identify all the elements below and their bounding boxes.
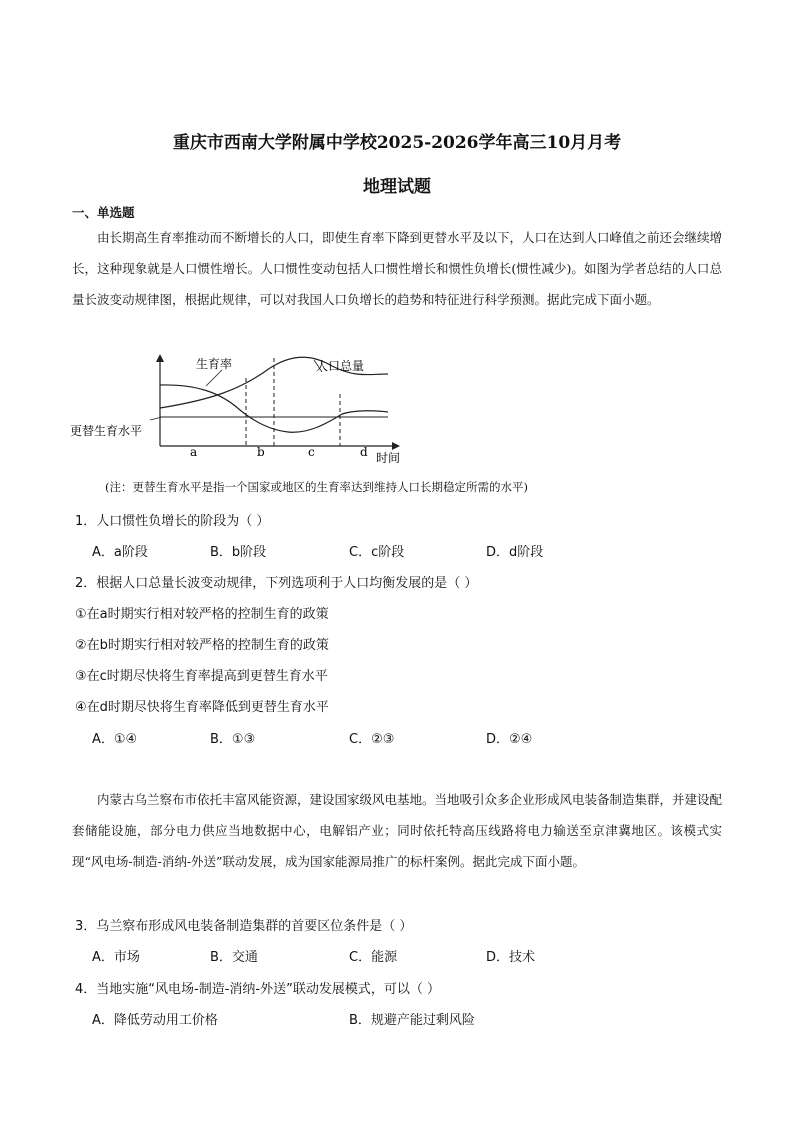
q2-option-b[interactable]: B．①③: [210, 732, 256, 747]
q2-item-1: ①在a时期实行相对较严格的控制生育的政策: [75, 607, 329, 622]
x-axis-arrow-icon: [392, 442, 400, 450]
question-2-stem: 2．根据人口总量长波变动规律，下列选项利于人口均衡发展的是（ ）: [75, 576, 478, 591]
stage-label-d: d: [360, 445, 368, 459]
q4-option-b[interactable]: B．规避产能过剩风险: [349, 1013, 475, 1028]
question-1-stem: 1．人口惯性负增长的阶段为（ ）: [75, 514, 270, 529]
q1-option-a[interactable]: A．a阶段: [92, 545, 148, 560]
q3-option-b[interactable]: B．交通: [210, 950, 258, 965]
q2-option-c[interactable]: C．②③: [349, 732, 395, 747]
passage-1: 由长期高生育率推动而不断增长的人口，即使生育率下降到更替水平及以下，人口在达到人口峰值之前还会继续增长，这种现象就是人口惯性增长。人口惯性变动包括人口惯性增长和惯性负增长(惯性减少)。如图为学者总结的人口总量长波变动规律图，根据此规律，可以对我国人口负增长的趋势和特征进行科学预测。据此完成下面小题。: [72, 230, 723, 307]
exam-subtitle: 地理试题: [363, 177, 431, 197]
population-wave-chart: [70, 350, 420, 468]
y-axis-arrow-icon: [156, 354, 164, 362]
q1-option-d[interactable]: D．d阶段: [486, 545, 544, 560]
question-4-stem: 4．当地实施“风电场-制造-消纳-外送”联动发展模式，可以（ ）: [75, 982, 440, 997]
passage-2: 内蒙古乌兰察布市依托丰富风能资源，建设国家级风电基地。当地吸引众多企业形成风电装备制造集群，并建设配套储能设施，部分电力供应当地数据中心，电解铝产业；同时依托特高压线路将电力输送至京津冀地区。该模式实现“风电场-制造-消纳-外送”联动发展，成为国家能源局推广的标杆案例。据此完成下面小题。: [72, 792, 723, 869]
q1-option-c[interactable]: C．c阶段: [349, 545, 405, 560]
q3-option-c[interactable]: C．能源: [349, 950, 398, 965]
q3-option-a[interactable]: A．市场: [92, 950, 140, 965]
q2-option-d[interactable]: D．②④: [486, 732, 533, 747]
q2-item-3: ③在c时期尽快将生育率提高到更替生育水平: [75, 669, 328, 684]
q2-option-a[interactable]: A．①④: [92, 732, 138, 747]
q3-option-d[interactable]: D．技术: [486, 950, 536, 965]
label-replacement: 更替生育水平: [70, 424, 143, 438]
question-3-stem: 3．乌兰察布形成风电装备制造集群的首要区位条件是（ ）: [75, 919, 413, 934]
label-population: 人口总量: [316, 359, 365, 373]
q2-item-4: ④在d时期尽快将生育率降低到更替生育水平: [75, 700, 329, 715]
exam-title: 重庆市西南大学附属中学校2025-2026学年高三10月月考: [172, 133, 622, 153]
figure-note: (注：更替生育水平是指一个国家或地区的生育率达到维持人口长期稳定所需的水平): [105, 480, 528, 494]
fertility-leader: [206, 370, 222, 386]
q4-option-a[interactable]: A．降低劳动用工价格: [92, 1013, 218, 1028]
section-heading: 一、单选题: [72, 205, 135, 220]
q2-item-2: ②在b时期实行相对较严格的控制生育的政策: [75, 638, 329, 653]
q1-option-b[interactable]: B．b阶段: [210, 545, 267, 560]
label-time: 时间: [376, 451, 401, 465]
stage-label-a: a: [190, 445, 198, 459]
stage-label-b: b: [257, 445, 265, 459]
stage-label-c: c: [308, 445, 315, 459]
label-fertility: 生育率: [196, 357, 233, 371]
